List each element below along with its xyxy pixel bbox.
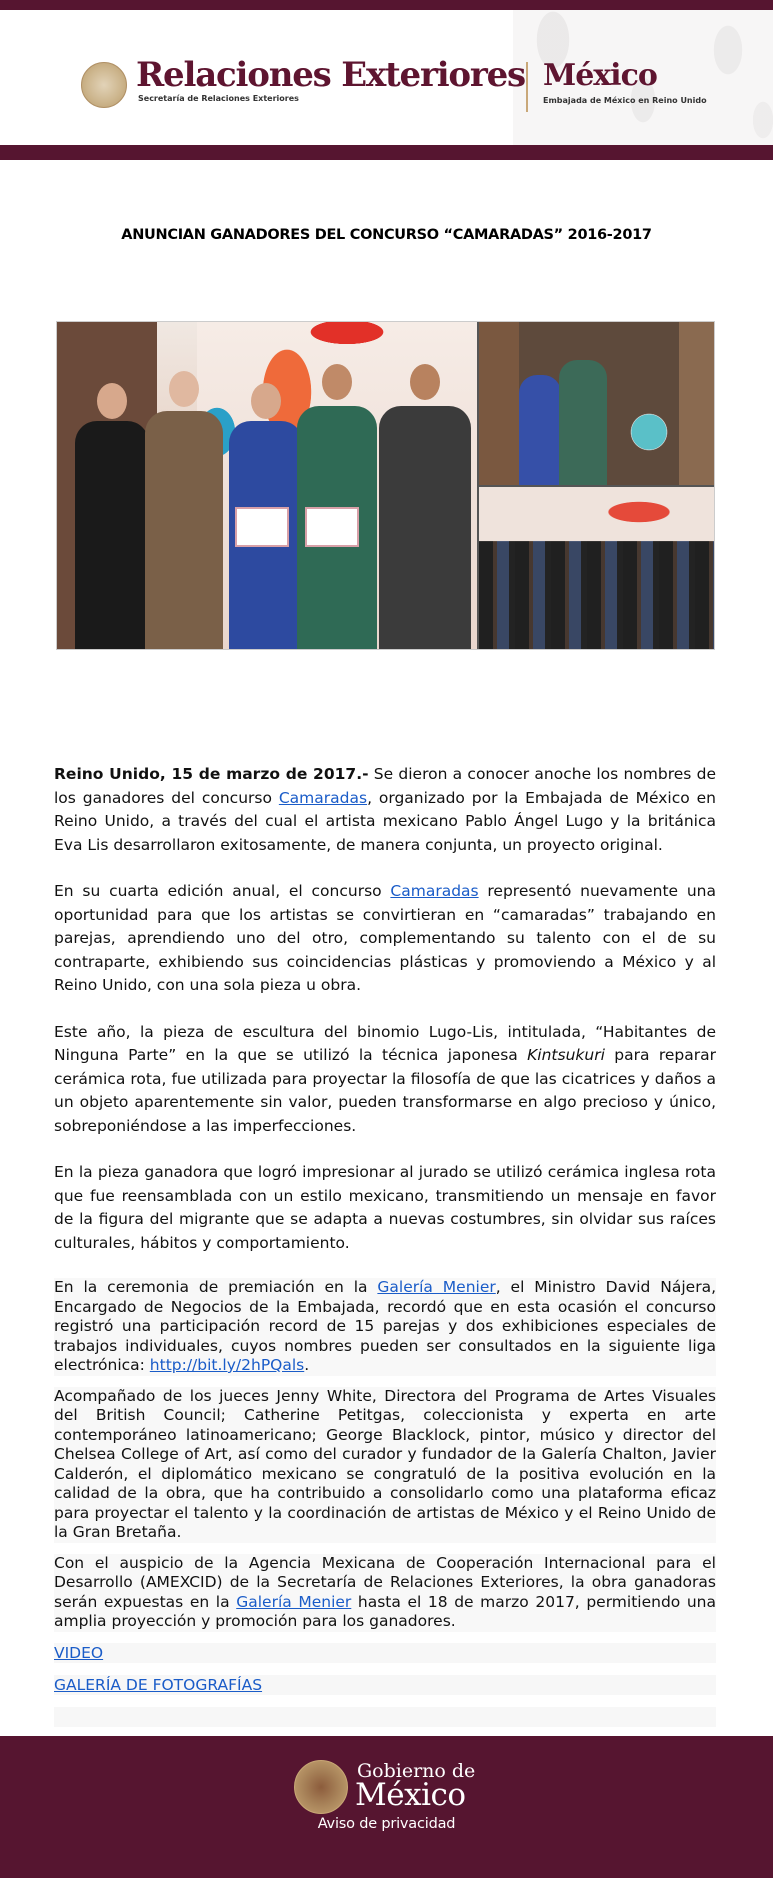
person-figure: [75, 421, 149, 650]
event-photo-collage: [56, 321, 715, 650]
paragraph-winning-piece: En la pieza ganadora que logró impresionar al jurado se utilizó cerámica inglesa rota que fue reensamblada con un estilo mexicano, transmitiendo un mensaje en favor de la figura del migrante que se adapta a nuevas costumbres, sin olvidar sus raíces culturales, hábitos y comportamiento.: [54, 1163, 716, 1252]
person-figure: [519, 375, 561, 485]
crowd-figures: [479, 541, 715, 650]
paragraph-judges: Acompañado de los jueces Jenny White, Directora del Programa de Artes Visuales del British Council; Catherine Petitgas, coleccionista y experta en arte contemporáneo latinoamericano; George Blacklock, pintor, músico y director del Chelsea College of Art, así como del curador y fundador de la Galería Chalton, Javier Calderón, el diplomático mexicano se congratuló de la positiva evolución en la calidad de la obra, que ha contribuido a consolidarlo como una plataforma eficaz para proyectar el talento y la coordinación de artistas de México y el Reino Unido de la Gran Bretaña.: [54, 1386, 716, 1541]
article-body: [54, 763, 716, 1727]
galeria-menier-link[interactable]: Galería Menier: [377, 1278, 496, 1296]
paragraph-amexcid: Con el auspicio de la Agencia Mexicana de Cooperación Internacional para el Desarrollo (AMEXCID) de la Secretaría de Relaciones Exteriores, la obra ganadoras serán expuestas en la Galería Menier hasta el 18 de marzo 2017, permitiendo una amplia proyección y promoción para los ganadores.: [54, 1553, 717, 1630]
crowd-photo: [479, 487, 715, 650]
video-link[interactable]: VIDEO: [54, 1643, 104, 1662]
gov-logo-line1: Gobierno de: [357, 1760, 476, 1782]
ministry-title: Relaciones Exteriores: [136, 55, 525, 95]
paragraph-ceremony: En la ceremonia de premiación en la Galería Menier, el Ministro David Nájera, Encargado de Negocios de la Embajada, recordó que en esta ocasión el concurso registró una participación record de 15 parejas y dos exhibiciones especiales de trabajos individuales, cuyos nombres pueden ser consultados en la siguiente liga electrónica: http://bit.ly/2hPQals.: [54, 1278, 716, 1374]
camaradas-link[interactable]: Camaradas: [390, 882, 479, 900]
photo-gallery-link[interactable]: GALERÍA DE FOTOGRAFÍAS: [54, 1675, 263, 1694]
top-brand-bar: [0, 0, 773, 10]
certificate: [305, 507, 359, 547]
person-figure: [559, 360, 607, 485]
paragraph-intro: Reino Unido, 15 de marzo de 2017.- Se dieron a conocer anoche los nombres de los ganadores del concurso Camaradas, organizado por la Embajada de México en Reino Unido, a través del cual el artista mexicano Pablo Ángel Lugo y la británica Eva Lis desarrollaron exitosamente, de manera conjunta, un proyecto original.: [54, 765, 716, 854]
winners-group-photo: [57, 322, 477, 650]
video-link-row: [54, 1643, 716, 1663]
mexican-coat-of-arms-icon: [294, 1760, 348, 1814]
country-title: México: [543, 58, 657, 93]
person-figure: [145, 411, 223, 650]
empty-row: [54, 1707, 716, 1727]
privacy-notice-link-wrap: [0, 1816, 773, 1832]
person-figure: [379, 406, 471, 650]
header-bottom-band: [0, 145, 773, 160]
page-title: ANUNCIAN GANADORES DEL CONCURSO “CAMARADAS” 2016-2017: [121, 227, 652, 243]
paragraph-sculpture: Este año, la pieza de escultura del binomio Lugo-Lis, intitulada, “Habitantes de Ninguna Parte” en la que se utilizó la técnica japonesa Kintsukuri para reparar cerámica rota, fue utilizada para proyectar la filosofía de que las cicatrices y daños a un objeto aparentemente sin valor, pueden transformarse en algo precioso y único, sobreponiéndose a las imperfecciones.: [54, 1022, 716, 1135]
certificate: [235, 507, 289, 547]
privacy-notice-link[interactable]: Aviso de privacidad: [317, 1816, 456, 1832]
gov-logo-line2: México: [355, 1777, 466, 1813]
header-divider: [526, 62, 528, 112]
gallery-link-row: [54, 1675, 716, 1695]
sculpture-photo: [479, 322, 715, 485]
ministry-subtitle: Secretaría de Relaciones Exteriores: [138, 94, 299, 103]
camaradas-link[interactable]: Camaradas: [278, 788, 368, 807]
dateline: Reino Unido, 15 de marzo de 2017.-: [54, 765, 369, 783]
bitly-link[interactable]: http://bit.ly/2hPQals: [149, 1356, 305, 1374]
mexican-coat-of-arms-icon: [81, 62, 127, 108]
galeria-menier-link[interactable]: Galería Menier: [236, 1592, 352, 1611]
embassy-subtitle: Embajada de México en Reino Unido: [543, 96, 707, 105]
paragraph-edition: En su cuarta edición anual, el concurso Camaradas representó nuevamente una oportunidad para que los artistas se convirtieran en “camaradas” trabajando en parejas, aprendiendo uno del otro, complementando su talento con el de su contraparte, exhibiendo sus coincidencias plásticas y promoviendo a México y al Reino Unido, con una sola pieza u obra.: [54, 882, 716, 994]
